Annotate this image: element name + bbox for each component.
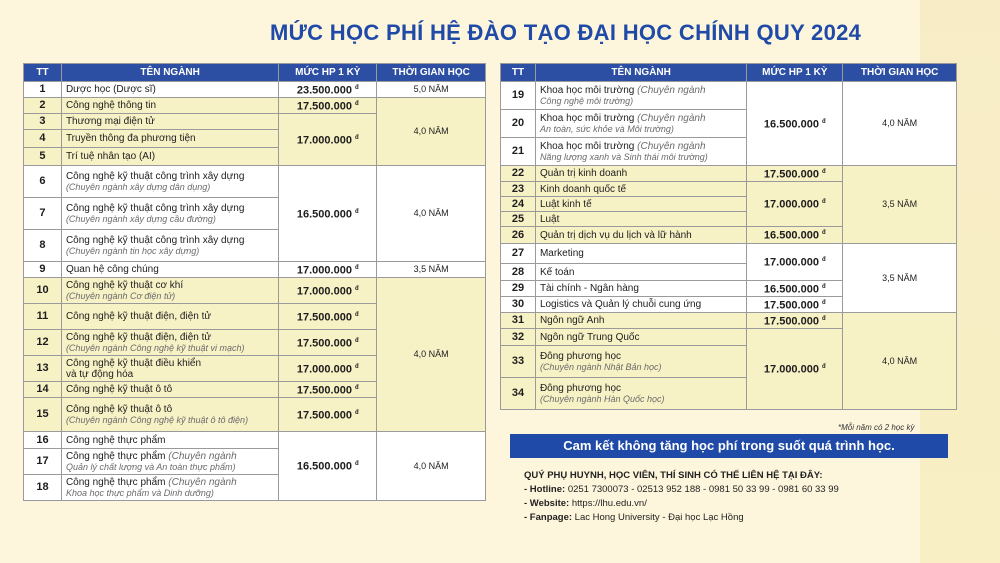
table-row: 9 Quan hệ công chúng 17.000.000 $^đ$ 3,5 NĂM [24,262,486,278]
fee-cell: 17.500.000 $^đ$ [279,304,377,330]
table-row: 31 Ngôn ngữ Anh 17.500.000 $^đ$ 4,0 NĂM [501,313,957,329]
table-row: 13 Công nghệ kỹ thuật điều khiển và tự động hóa 17.000.000 $^đ$ [24,356,486,382]
table-row: 24 Luật kinh tế [501,197,957,212]
fee-cell: 16.500.000 $^đ$ [279,166,377,262]
fee-cell: 17.500.000 $^đ$ [747,297,843,313]
fee-cell: 16.500.000 $^đ$ [747,227,843,244]
fanpage-link[interactable]: Lac Hong University - Đại học Lạc Hồng [574,512,744,523]
table-row: 18 Công nghệ thực phẩm (Chuyên ngành Khoa học thực phẩm và Dinh dưỡng) [24,475,486,501]
table-row: 6 Công nghệ kỹ thuật công trình xây dựng (Chuyên ngành xây dựng dân dụng) 16.500.000 $^đ$ 4,0 NĂM [24,166,486,198]
table-row: 32 Ngôn ngữ Trung Quốc 17.000.000 $^đ$ [501,329,957,346]
table-row: 19 Khoa học môi trường (Chuyên ngành Công nghệ môi trường) 16.500.000 $^đ$ 4,0 NĂM [501,82,957,110]
contact-heading: QUÝ PHỤ HUYNH, HỌC VIÊN, THÍ SINH CÓ THỂ LIÊN HỆ TẠI ĐÂY: [524,470,823,481]
fee-cell: 16.500.000 $^đ$ [747,281,843,297]
fee-cell: 17.000.000 $^đ$ [747,329,843,410]
table-row: 21 Khoa học môi trường (Chuyên ngành Năng lượng xanh và Sinh thái môi trường) [501,138,957,166]
table-row: 8 Công nghệ kỹ thuật công trình xây dựng (Chuyên ngành tin học xây dựng) [24,230,486,262]
table-row: 25 Luật [501,212,957,227]
tuition-table-right [500,63,957,410]
hotline-line: - Hotline: 0251 7300073 - 02513 952 188 - 0981 50 33 99 - 0981 60 33 99 [524,484,839,495]
fee-cell: 17.000.000 $^đ$ [279,356,377,382]
table-row: 20 Khoa học môi trường (Chuyên ngành An toàn, sức khỏe và Môi trường) [501,110,957,138]
table-row: 28 Kế toán [501,264,957,281]
fee-cell: 17.000.000 $^đ$ [747,244,843,281]
table-row: 16 Công nghệ thực phẩm 16.500.000 $^đ$ 4,0 NĂM [24,432,486,449]
header-name: TÊN NGÀNH [535,64,746,82]
table-row: 22 Quản trị kinh doanh 17.500.000 $^đ$ 3,5 NĂM [501,166,957,182]
table-row: 5 Trí tuệ nhân tạo (AI) [24,148,486,166]
page-title: MỨC HỌC PHÍ HỆ ĐÀO TẠO ĐẠI HỌC CHÍNH QUY 2024 [270,20,862,45]
table-row: 17 Công nghệ thực phẩm (Chuyên ngành Quản lý chất lượng và An toàn thực phẩm) [24,449,486,475]
header-fee: MỨC HP 1 KỲ [279,64,377,82]
header-time: THỜI GIAN HỌC [377,64,486,82]
table-row: 1 Dược học (Dược sĩ) 23.500.000 $^đ$ 5,0 NĂM [24,82,486,98]
header-time: THỜI GIAN HỌC [843,64,957,82]
table-row: 10 Công nghệ kỹ thuật cơ khí (Chuyên ngành Cơ điện tử) 17.000.000 $^đ$ 4,0 NĂM [24,278,486,304]
table-row: 2 Công nghệ thông tin 17.500.000 $^đ$ 4,0 NĂM [24,98,486,114]
fanpage-line: - Fanpage: Lac Hong University - Đại học Lạc Hồng [524,512,744,523]
table-row: 11 Công nghệ kỹ thuật điện, điện tử 17.500.000 $^đ$ [24,304,486,330]
fee-cell: 17.000.000 $^đ$ [279,114,377,166]
hotline-numbers[interactable]: 0251 7300073 - 02513 952 188 - 0981 50 33 99 - 0981 60 33 99 [567,484,839,495]
table-row: 23 Kinh doanh quốc tế 17.000.000 $^đ$ [501,182,957,197]
fee-cell: 17.000.000 $^đ$ [747,182,843,227]
table-row: 15 Công nghệ kỹ thuật ô tô (Chuyên ngành Công nghệ kỹ thuật ô tô điện) 17.500.000 $^đ$ [24,398,486,432]
table-row: 3 Thương mại điện tử 17.000.000 $^đ$ [24,114,486,130]
header-name: TÊN NGÀNH [61,64,278,82]
commitment-banner: Cam kết không tăng học phí trong suốt quá trình học. [510,434,948,458]
table-row: 12 Công nghệ kỹ thuật điện, điện tử (Chuyên ngành Công nghệ kỹ thuật vi mạch) 17.500.000 $^đ$ [24,330,486,356]
fee-cell: 16.500.000 $^đ$ [279,432,377,501]
table-row: 27 Marketing 17.000.000 $^đ$ 3,5 NĂM [501,244,957,264]
tuition-table-left [23,63,486,501]
contact-info [524,469,839,525]
fee-cell: 17.500.000 $^đ$ [279,382,377,398]
table-row: 30 Logistics và Quản lý chuỗi cung ứng 17.500.000 $^đ$ [501,297,957,313]
table-row: 29 Tài chính - Ngân hàng 16.500.000 $^đ$ [501,281,957,297]
fee-cell: 17.500.000 $^đ$ [279,330,377,356]
fee-cell: 17.500.000 $^đ$ [279,398,377,432]
header-tt: TT [24,64,62,82]
table-row: 14 Công nghệ kỹ thuật ô tô 17.500.000 $^đ$ [24,382,486,398]
website-line: - Website: https://lhu.edu.vn/ [524,498,647,509]
table-row: 34 Đông phương học (Chuyên ngành Hàn Quốc học) [501,378,957,410]
website-link[interactable]: https://lhu.edu.vn/ [571,498,647,509]
semester-note: *Mỗi năm có 2 học kỳ [838,423,915,432]
table-row: 4 Truyền thông đa phương tiện [24,130,486,148]
table-row: 33 Đông phương học (Chuyên ngành Nhật Bản học) [501,346,957,378]
fee-cell: 17.000.000 $^đ$ [279,262,377,278]
header-tt: TT [501,64,536,82]
fee-cell: 17.500.000 $^đ$ [747,313,843,329]
fee-cell: 23.500.000 $^đ$ [279,82,377,98]
fee-cell: 17.000.000 $^đ$ [279,278,377,304]
fee-cell: 16.500.000 $^đ$ [747,82,843,166]
fee-cell: 17.500.000 $^đ$ [747,166,843,182]
fee-cell: 17.500.000 $^đ$ [279,98,377,114]
table-row: 26 Quản trị dịch vụ du lịch và lữ hành 16.500.000 $^đ$ [501,227,957,244]
table-row: 7 Công nghệ kỹ thuật công trình xây dựng (Chuyên ngành xây dựng cầu đường) [24,198,486,230]
header-fee: MỨC HP 1 KỲ [747,64,843,82]
